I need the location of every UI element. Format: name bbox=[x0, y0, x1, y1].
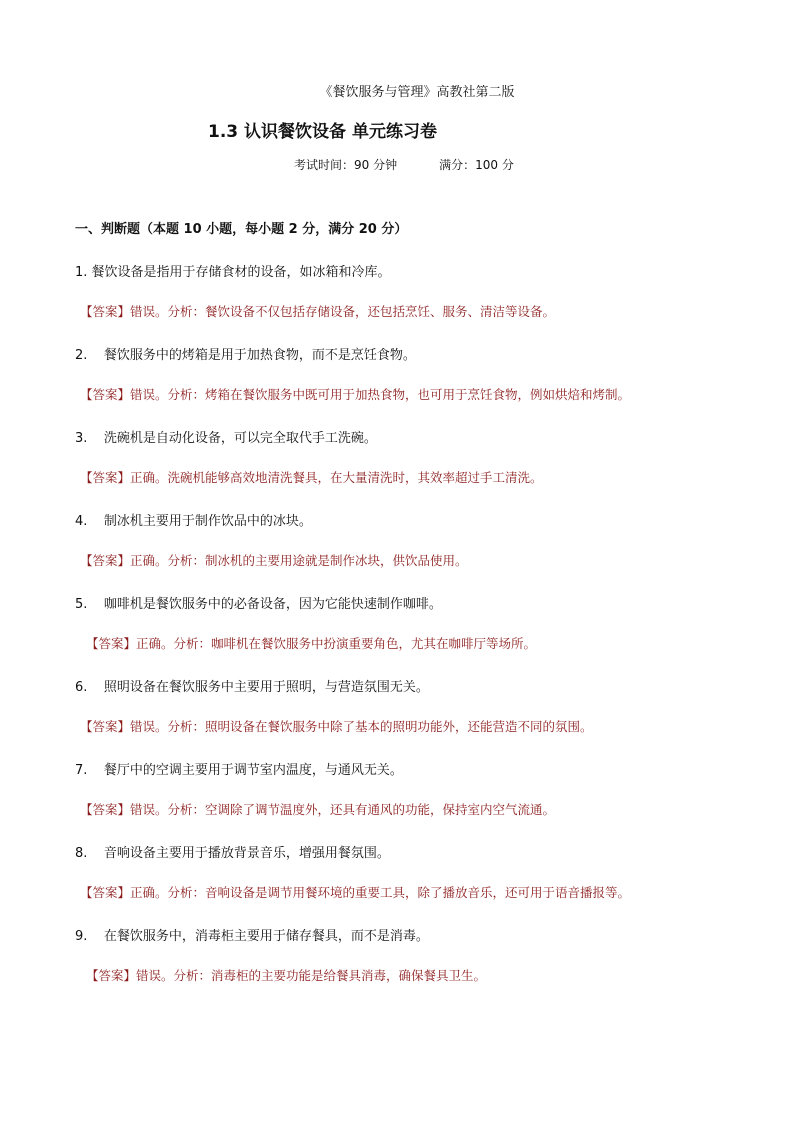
section-title: 一、判断题（本题 10 小题，每小题 2 分，满分 20 分） bbox=[75, 222, 408, 237]
question-6: 6. 照明设备在餐饮服务中主要用于照明，与营造氛围无关。 bbox=[75, 680, 429, 695]
answer-8: 【答案】正确。分析：音响设备是调节用餐环境的重要工具，除了播放音乐，还可用于语音播报等。 bbox=[80, 885, 631, 900]
answer-7: 【答案】错误。分析：空调除了调节温度外，还具有通风的功能，保持室内空气流通。 bbox=[80, 802, 556, 817]
answer-4: 【答案】正确。分析：制冰机的主要用途就是制作冰块，供饮品使用。 bbox=[80, 553, 468, 568]
answer-3: 【答案】正确。洗碗机能够高效地清洗餐具，在大量清洗时，其效率超过手工清洗。 bbox=[80, 470, 543, 485]
answer-2: 【答案】错误。分析：烤箱在餐饮服务中既可用于加热食物，也可用于烹饪食物，例如烘焙和烤制。 bbox=[80, 387, 631, 402]
document-title: 1.3 认识餐饮设备 单元练习卷 bbox=[208, 122, 437, 142]
question-5: 5. 咖啡机是餐饮服务中的必备设备，因为它能快速制作咖啡。 bbox=[75, 597, 442, 612]
exam-time: 考试时间：90 分钟 bbox=[294, 158, 398, 172]
answer-9: 【答案】错误。分析：消毒柜的主要功能是给餐具消毒，确保餐具卫生。 bbox=[86, 968, 487, 983]
question-7: 7. 餐厅中的空调主要用于调节室内温度，与通风无关。 bbox=[75, 763, 403, 778]
answer-6: 【答案】错误。分析：照明设备在餐饮服务中除了基本的照明功能外，还能营造不同的氛围。 bbox=[80, 719, 593, 734]
answer-5: 【答案】正确。分析：咖啡机在餐饮服务中扮演重要角色，尤其在咖啡厅等场所。 bbox=[86, 636, 537, 651]
question-9: 9. 在餐饮服务中，消毒柜主要用于储存餐具，而不是消毒。 bbox=[75, 929, 429, 944]
question-8: 8. 音响设备主要用于播放背景音乐，增强用餐氛围。 bbox=[75, 846, 390, 861]
full-score: 满分：100 分 bbox=[439, 158, 514, 172]
question-4: 4. 制冰机主要用于制作饮品中的冰块。 bbox=[75, 514, 312, 529]
document-subtitle: 《餐饮服务与管理》高教社第二版 bbox=[319, 85, 515, 100]
exam-meta bbox=[294, 156, 514, 173]
question-2: 2. 餐饮服务中的烤箱是用于加热食物，而不是烹饪食物。 bbox=[75, 348, 416, 363]
question-1: 1. 餐饮设备是指用于存储食材的设备，如冰箱和冷库。 bbox=[75, 265, 391, 280]
question-3: 3. 洗碗机是自动化设备，可以完全取代手工洗碗。 bbox=[75, 431, 377, 446]
answer-1: 【答案】错误。分析：餐饮设备不仅包括存储设备，还包括烹饪、服务、清洁等设备。 bbox=[80, 304, 556, 319]
